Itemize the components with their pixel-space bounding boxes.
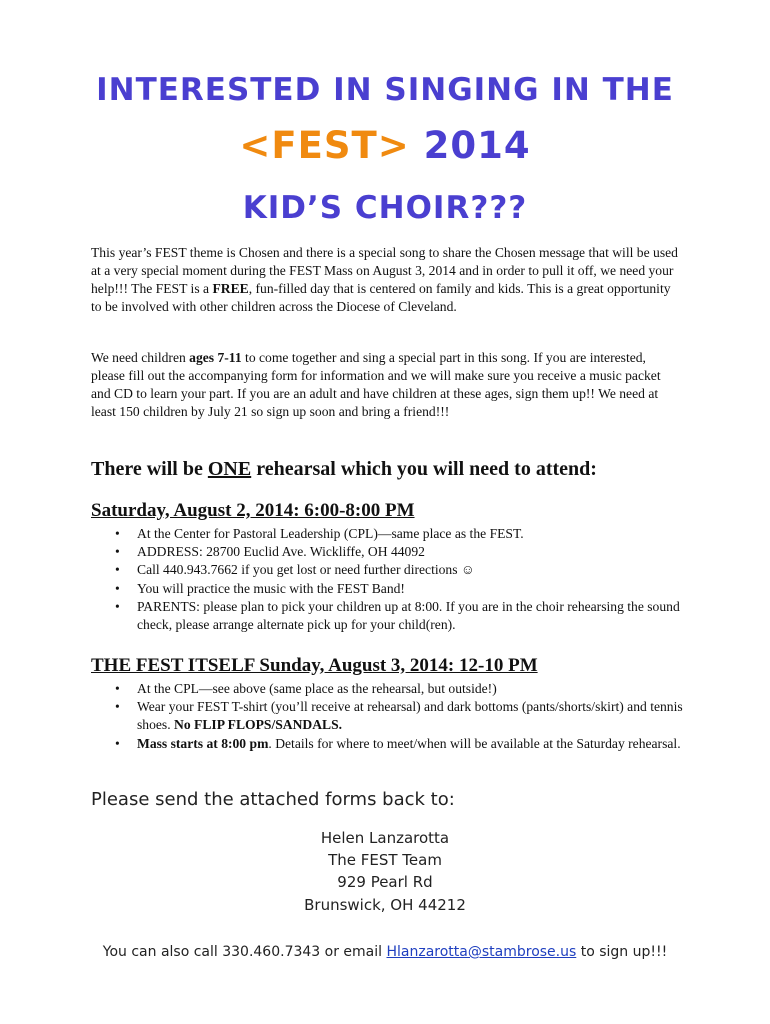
send-heading: Please send the attached forms back to: [91,789,455,810]
contact-name: Helen Lanzarotta [320,829,450,847]
email-link[interactable]: Hlanzarotta@stambrose.us [386,944,577,960]
contact-line-start: You can also call 330.460.7343 or email [102,944,387,960]
saturday-heading: Saturday, August 2, 2014: 6:00-8:00 PM [91,500,415,521]
rehearsal-heading-start: There will be [91,458,208,480]
list-item-text: . Details for where to meet/when will be available at the Saturday rehearsal. [268,735,681,751]
list-item-bold: Mass starts at 8:00 pm [137,735,269,751]
list-item [137,698,717,734]
fest-tag: <FEST> [239,124,410,167]
title-year: 2014 [409,124,531,167]
list-item: • Call 440.943.7662 if you get lost or need further directions ☺ [137,561,717,579]
intro-p1-end: , fun-filled day that is centered on family and kids. This is a great opportunity to be involved with other children across the Diocese of Cleveland. [91,281,671,314]
rehearsal-heading-end: rehearsal which you will need to attend: [251,458,597,480]
intro-paragraph-1 [91,244,681,316]
list-item: • PARENTS: please plan to pick your children up at 8:00. If you are in the choir rehearsing the sound check, please arrange alternate pick up for your child(ren). [137,598,717,634]
contact-street: 929 Pearl Rd [337,873,433,891]
list-item: • You will practice the music with the FEST Band! [137,580,717,598]
list-item-bold: No FLIP FLOPS/SANDALS. [174,717,343,733]
list-item: • At the CPL—see above (same place as the rehearsal, but outside!) [137,680,717,698]
intro-p1-bold: FREE [212,281,249,296]
list-item: • At the Center for Pastoral Leadership (CPL)—same place as the FEST. [137,525,717,543]
intro-p2-end: to come together and sing a special part in this song. If you are interested, please fill out the accompanying form for information and we will make sure you receive a music packet and CD to learn your part. If you are an adult and have children at these ages, sign them up!! We need at least 150 children by July 21 so sign up soon and bring a friend!!! [91,350,661,419]
list-item: • ADDRESS: 28700 Euclid Ave. Wickliffe, OH 44092 [137,543,717,561]
contact-line-end: to sign up!!! [576,944,668,960]
contact-team: The FEST Team [328,851,442,869]
title-line-1: INTERESTED IN SINGING IN THE [96,72,674,108]
title-line-2 [0,124,770,167]
contact-city: Brunswick, OH 44212 [304,896,466,914]
list-item [137,735,717,753]
intro-p1-text: This year’s FEST theme is Chosen and there is a special song to share the Chosen message that will be used at a very special moment during the FEST Mass on August 3, 2014 and in order to pull it off, we need your help!!! The FEST is a [91,245,678,296]
sunday-list [113,680,717,753]
intro-paragraph-2 [91,349,681,421]
intro-p2-start: We need children [91,350,190,365]
rehearsal-heading [91,458,597,481]
contact-line [0,944,770,960]
title-line-3: KID’S CHOIR??? [242,190,528,226]
sunday-heading: THE FEST ITSELF Sunday, August 3, 2014: 12-10 PM [91,655,538,676]
rehearsal-heading-one: ONE [207,458,252,480]
saturday-list [113,525,717,634]
intro-p2-bold: ages 7-11 [189,350,242,365]
list-item-text: Wear your FEST T-shirt (you’ll receive at rehearsal) and dark bottoms (pants/shorts/skirt) and tennis shoes. [137,699,683,733]
